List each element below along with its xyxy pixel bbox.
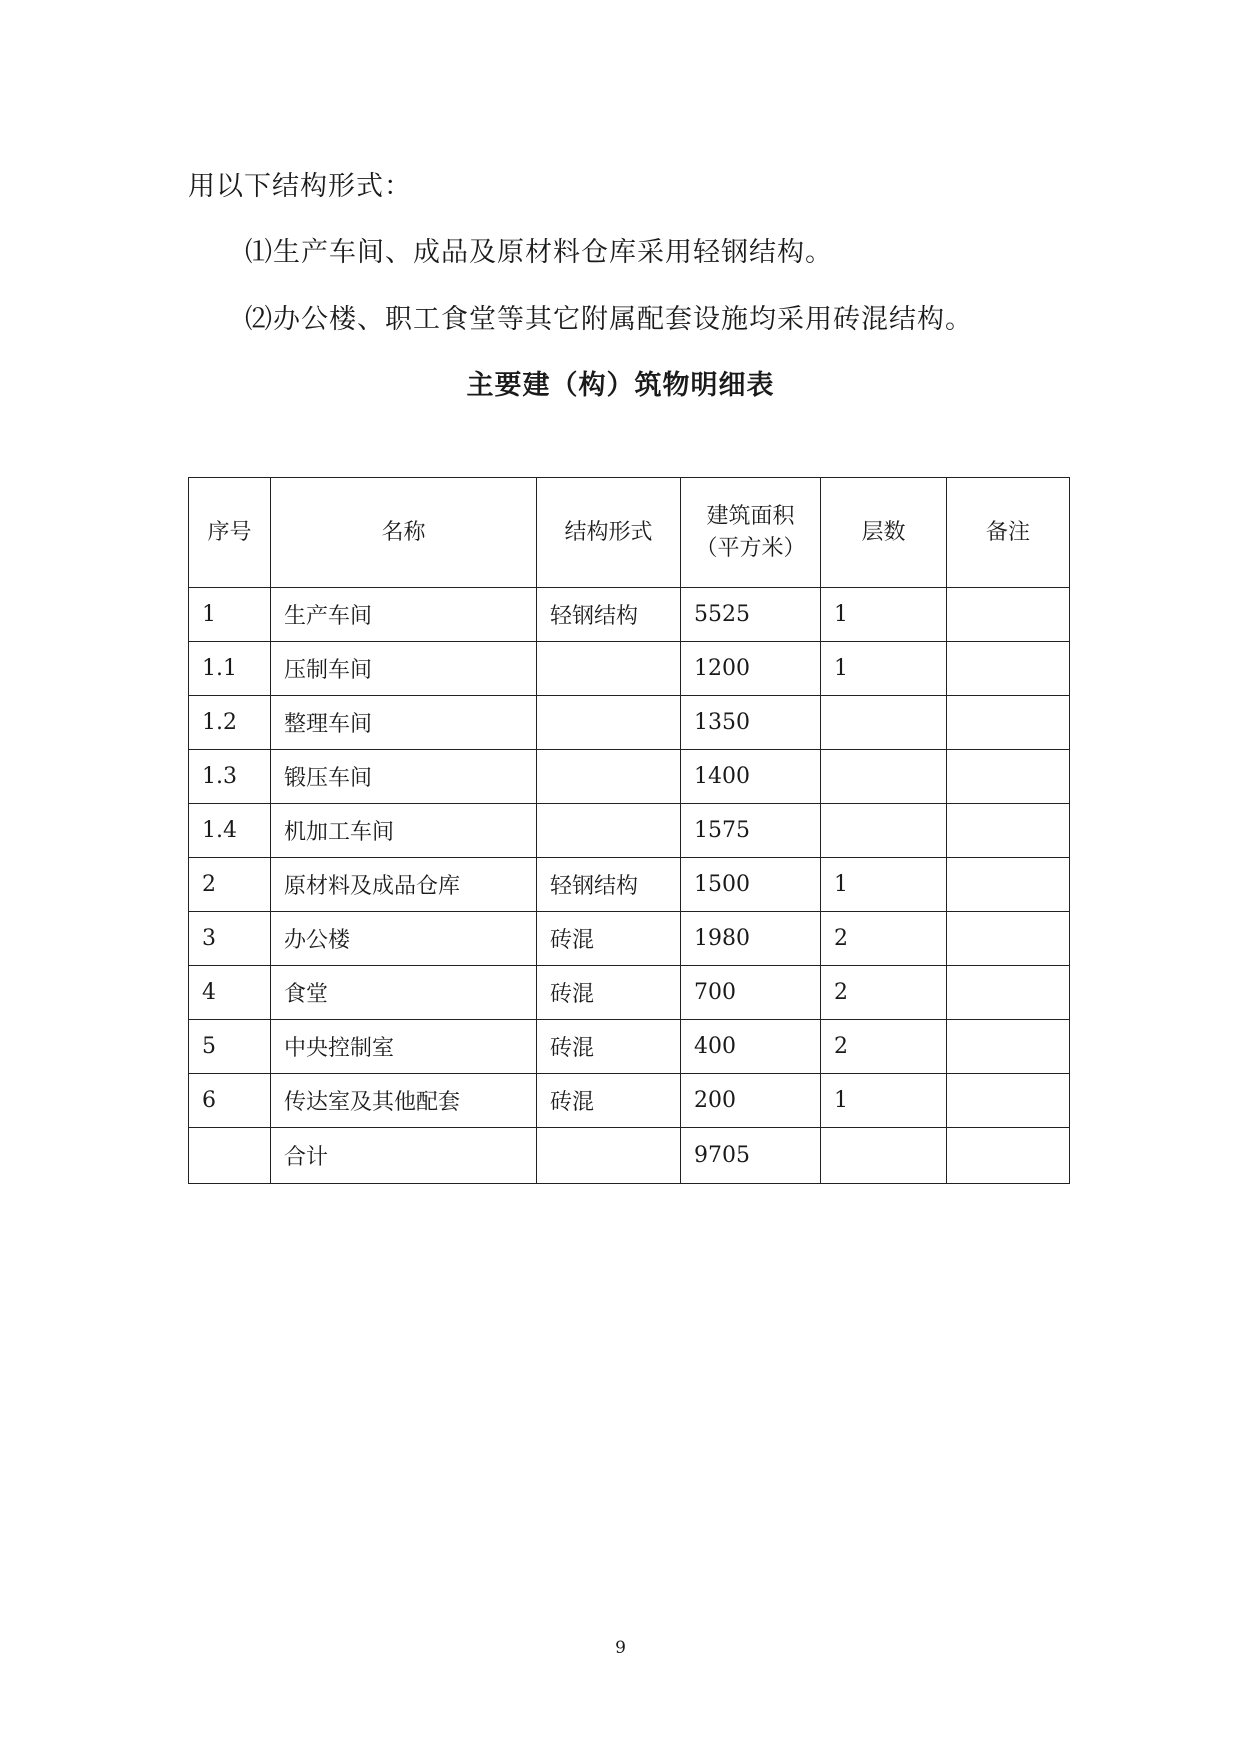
table-row — [189, 750, 1070, 804]
cell-floors: 2 — [821, 1020, 947, 1074]
cell-floors: 1 — [821, 588, 947, 642]
table-row — [189, 1074, 1070, 1128]
total-label: 合计 — [271, 1128, 537, 1184]
cell-remark — [947, 858, 1070, 912]
header-name: 名称 — [271, 478, 537, 588]
header-area-line2: （平方米） — [695, 535, 806, 561]
table-title: 主要建（构）筑物明细表 — [466, 370, 775, 401]
table-header-row — [189, 478, 1070, 588]
cell-no: 1.2 — [189, 696, 271, 750]
cell-structure: 砖混 — [537, 966, 681, 1020]
header-no: 序号 — [189, 478, 271, 588]
cell-area: 700 — [681, 966, 821, 1020]
header-structure: 结构形式 — [537, 478, 681, 588]
cell-area: 1500 — [681, 858, 821, 912]
table-row — [189, 642, 1070, 696]
cell-remark — [947, 912, 1070, 966]
page-number: 9 — [615, 1638, 626, 1658]
total-no — [189, 1128, 271, 1184]
total-area: 9705 — [681, 1128, 821, 1184]
cell-floors — [821, 696, 947, 750]
cell-name: 机加工车间 — [271, 804, 537, 858]
cell-name: 整理车间 — [271, 696, 537, 750]
cell-name: 食堂 — [271, 966, 537, 1020]
table-row — [189, 858, 1070, 912]
cell-floors: 2 — [821, 912, 947, 966]
header-area — [681, 478, 821, 588]
cell-no: 1 — [189, 588, 271, 642]
cell-no: 6 — [189, 1074, 271, 1128]
header-floors: 层数 — [821, 478, 947, 588]
cell-no: 2 — [189, 858, 271, 912]
cell-area: 400 — [681, 1020, 821, 1074]
cell-structure — [537, 750, 681, 804]
structure-item-1: ⑴生产车间、成品及原材料仓库采用轻钢结构。 — [245, 237, 833, 268]
cell-area: 1575 — [681, 804, 821, 858]
table-row — [189, 804, 1070, 858]
cell-floors — [821, 750, 947, 804]
cell-no: 1.4 — [189, 804, 271, 858]
cell-area: 5525 — [681, 588, 821, 642]
cell-structure: 砖混 — [537, 1074, 681, 1128]
cell-structure — [537, 642, 681, 696]
header-area-line1: 建筑面积 — [706, 503, 795, 529]
cell-remark — [947, 588, 1070, 642]
cell-name: 中央控制室 — [271, 1020, 537, 1074]
cell-area: 1400 — [681, 750, 821, 804]
cell-structure — [537, 696, 681, 750]
cell-remark — [947, 804, 1070, 858]
cell-name: 锻压车间 — [271, 750, 537, 804]
cell-remark — [947, 1020, 1070, 1074]
cell-name: 传达室及其他配套 — [271, 1074, 537, 1128]
cell-no: 1.3 — [189, 750, 271, 804]
intro-text: 用以下结构形式： — [188, 171, 412, 202]
buildings-table — [188, 477, 1070, 1184]
cell-no: 1.1 — [189, 642, 271, 696]
cell-structure: 砖混 — [537, 912, 681, 966]
cell-name: 生产车间 — [271, 588, 537, 642]
cell-area: 200 — [681, 1074, 821, 1128]
cell-area: 1980 — [681, 912, 821, 966]
total-floors — [821, 1128, 947, 1184]
cell-no: 3 — [189, 912, 271, 966]
cell-floors: 2 — [821, 966, 947, 1020]
cell-structure: 轻钢结构 — [537, 588, 681, 642]
cell-structure: 轻钢结构 — [537, 858, 681, 912]
structure-item-2: ⑵办公楼、职工食堂等其它附属配套设施均采用砖混结构。 — [245, 304, 973, 335]
cell-name: 原材料及成品仓库 — [271, 858, 537, 912]
table-row — [189, 1020, 1070, 1074]
cell-remark — [947, 1074, 1070, 1128]
cell-floors: 1 — [821, 858, 947, 912]
cell-no: 4 — [189, 966, 271, 1020]
cell-name: 办公楼 — [271, 912, 537, 966]
cell-area: 1200 — [681, 642, 821, 696]
table-row — [189, 696, 1070, 750]
cell-remark — [947, 696, 1070, 750]
cell-remark — [947, 750, 1070, 804]
header-remark: 备注 — [947, 478, 1070, 588]
cell-floors: 1 — [821, 1074, 947, 1128]
cell-remark — [947, 966, 1070, 1020]
cell-remark — [947, 642, 1070, 696]
cell-structure — [537, 804, 681, 858]
cell-floors: 1 — [821, 642, 947, 696]
cell-no: 5 — [189, 1020, 271, 1074]
cell-name: 压制车间 — [271, 642, 537, 696]
cell-floors — [821, 804, 947, 858]
table-row — [189, 966, 1070, 1020]
table-row — [189, 588, 1070, 642]
table-total-row — [189, 1128, 1070, 1184]
cell-area: 1350 — [681, 696, 821, 750]
total-remark — [947, 1128, 1070, 1184]
total-structure — [537, 1128, 681, 1184]
cell-structure: 砖混 — [537, 1020, 681, 1074]
table-row — [189, 912, 1070, 966]
